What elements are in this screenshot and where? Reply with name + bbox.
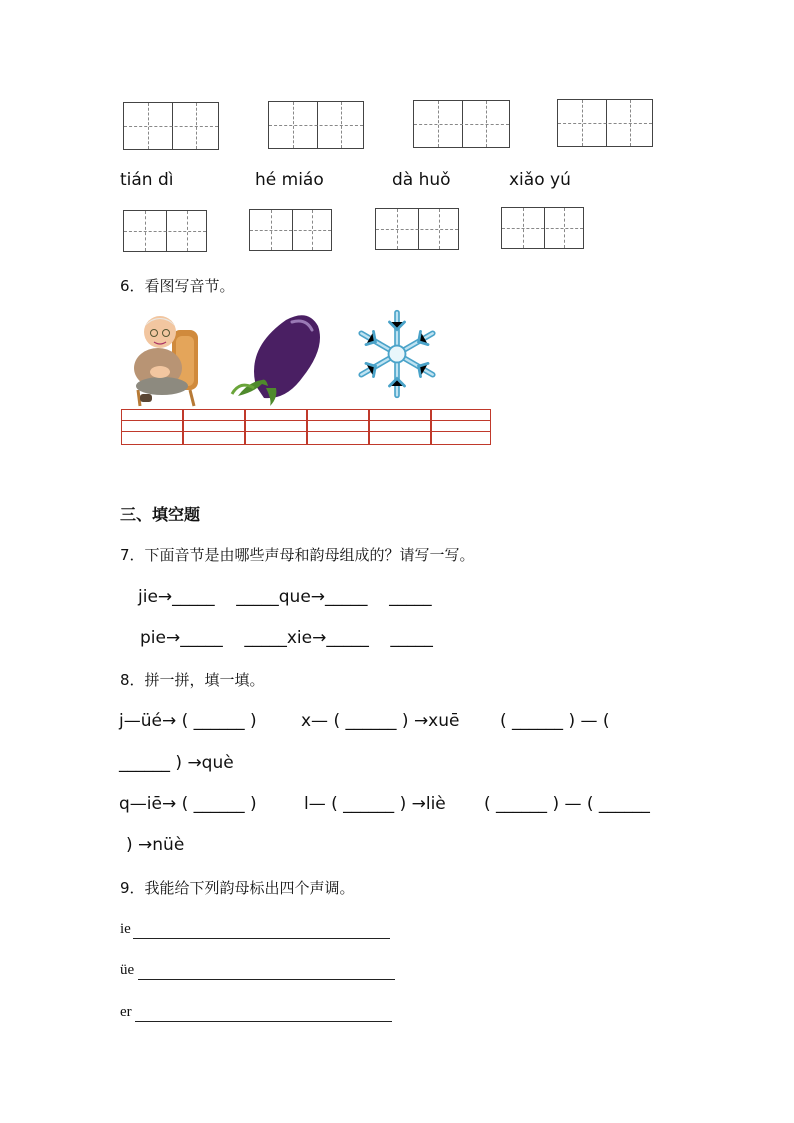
pinyin-writing-grid[interactable] [183, 409, 245, 445]
eggplant-image [226, 308, 326, 408]
pinyin-word: hé miáo [255, 170, 324, 190]
grandpa-image [126, 308, 214, 408]
pinyin-word: dà huǒ [392, 170, 451, 190]
pinyin-writing-grid[interactable] [369, 409, 431, 445]
vowel-label: ie [120, 921, 131, 937]
pinyin-writing-grid[interactable] [121, 409, 183, 445]
writing-grid[interactable] [268, 101, 364, 149]
pinyin-writing-grid[interactable] [245, 409, 307, 445]
writing-grid[interactable] [413, 100, 510, 148]
q8-item[interactable]: x— ( ______ ) →xuē [301, 711, 460, 731]
writing-grid[interactable] [501, 207, 584, 249]
question-8-title: 8．拼一拼，填一填。 [120, 671, 265, 689]
snowflake-image [350, 304, 444, 404]
q8-item[interactable]: q—iē→ ( ______ ) [119, 794, 257, 814]
writing-grid[interactable] [123, 210, 207, 252]
q8-item[interactable]: l— ( ______ ) →liè [304, 794, 446, 814]
pinyin-writing-grid[interactable] [307, 409, 369, 445]
pinyin-writing-grid[interactable] [431, 409, 491, 445]
q8-item[interactable]: ______ ) →què [119, 753, 234, 773]
writing-grid[interactable] [557, 99, 653, 147]
q8-item[interactable]: j—üé→ ( ______ ) [119, 711, 257, 731]
writing-grid[interactable] [249, 209, 332, 251]
pinyin-word: xiǎo yú [509, 170, 571, 190]
question-6-title: 6．看图写音节。 [120, 277, 235, 295]
question-7-title: 7．下面音节是由哪些声母和韵母组成的？请写一写。 [120, 546, 475, 564]
q8-item[interactable]: ( ______ ) — ( [500, 711, 610, 731]
answer-line[interactable] [133, 938, 390, 939]
q7-line-1[interactable]: jie→_____ _____que→_____ _____ [138, 587, 432, 607]
pinyin-word: tián dì [120, 170, 174, 190]
q8-item[interactable]: ) →nüè [126, 835, 185, 855]
vowel-label: üe [120, 962, 135, 978]
section-title: 三、填空题 [120, 505, 201, 524]
question-9-title: 9．我能给下列韵母标出四个声调。 [120, 879, 355, 897]
writing-grid[interactable] [123, 102, 219, 150]
answer-line[interactable] [135, 1021, 392, 1022]
q8-item[interactable]: ( ______ ) — ( ______ [484, 794, 650, 814]
q7-line-2[interactable]: pie→_____ _____xie→_____ _____ [140, 628, 433, 648]
vowel-label: er [120, 1004, 132, 1020]
writing-grid[interactable] [375, 208, 459, 250]
answer-line[interactable] [138, 979, 395, 980]
